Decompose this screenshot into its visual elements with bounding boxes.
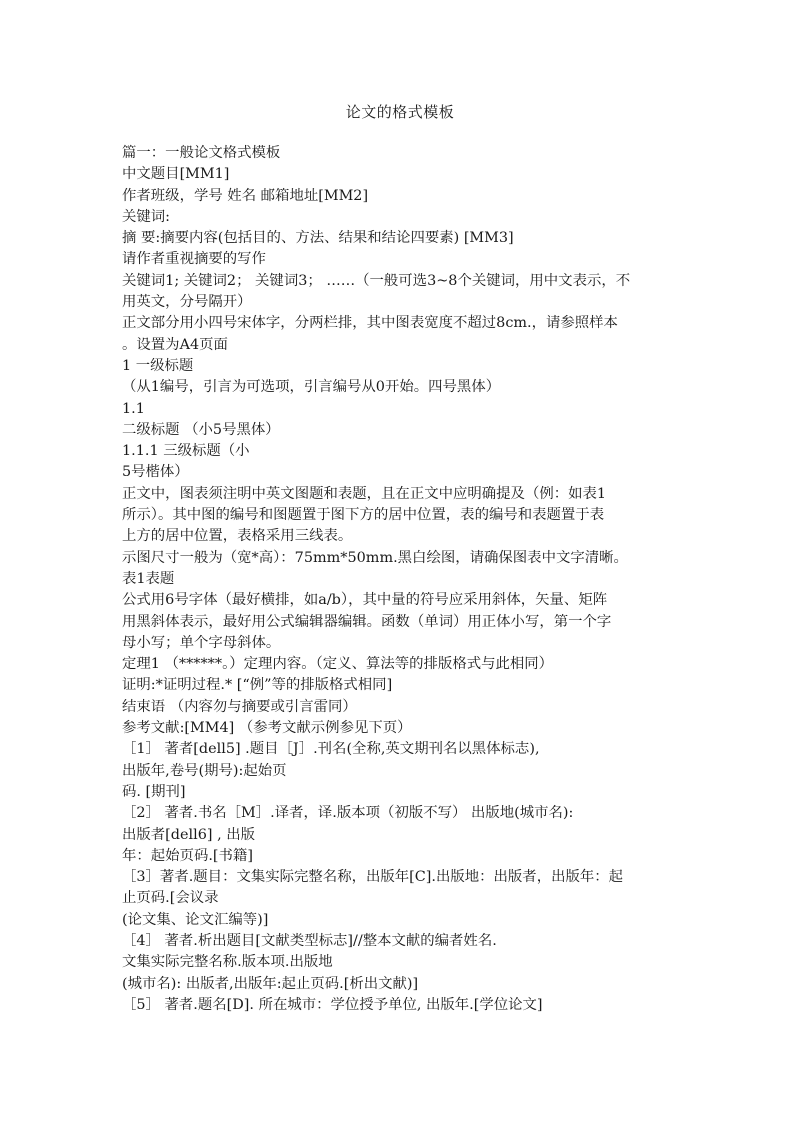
body-line: 1.1 bbox=[122, 400, 145, 417]
body-line: 篇一：一般论文格式模板 bbox=[122, 145, 281, 161]
body-line: 摘 要:摘要内容(包括目的、方法、结果和结论四要素) [MM3] bbox=[122, 230, 514, 247]
body-line: 关键词: bbox=[122, 208, 171, 225]
body-line: 中文题目[MM1] bbox=[122, 166, 230, 183]
body-line: 出版者[dell6] , 出版 bbox=[122, 826, 255, 843]
body-line: ［3］著者.题目：文集实际完整名称，出版年[C].出版地：出版者，出版年：起 bbox=[122, 869, 624, 886]
body-line: 。设置为A4页面 bbox=[122, 336, 228, 353]
body-line: ［1］ 著者[dell5] .题目［J］.刊名(全称,英文期刊名以黑体标志), bbox=[122, 741, 540, 758]
document-body bbox=[122, 143, 682, 1016]
body-line: 上方的居中位置，表格采用三线表。 bbox=[122, 528, 353, 545]
body-line: 止页码.[会议录 bbox=[122, 890, 219, 907]
body-line: 作者班级，学号 姓名 邮箱地址[MM2] bbox=[122, 187, 369, 204]
body-line: 用英文，分号隔开） bbox=[122, 294, 252, 311]
body-line: 公式用6号字体（最好横排，如a/b），其中量的符号应采用斜体，矢量、矩阵 bbox=[122, 592, 608, 609]
body-line: 年：起始页码.[书籍] bbox=[122, 847, 253, 864]
body-line: 1 一级标题 bbox=[122, 357, 194, 374]
body-line: 码. [期刊] bbox=[122, 783, 186, 800]
body-line: 1.1.1 三级标题（小 bbox=[122, 443, 250, 460]
body-line: 正文中，图表须注明中英文图题和表题，且在正文中应明确提及（例：如表1 bbox=[122, 485, 607, 502]
body-line: 文集实际完整名称.版本项.出版地 bbox=[122, 954, 333, 971]
body-line: 关键词1; 关键词2； 关键词3； ……（一般可选3~8个关键词，用中文表示，不 bbox=[122, 272, 631, 289]
document-title: 论文的格式模板 bbox=[345, 103, 455, 121]
body-line: 5号楷体） bbox=[122, 464, 189, 481]
body-line: 所示）。其中图的编号和图题置于图下方的居中位置，表的编号和表题置于表 bbox=[122, 507, 605, 524]
body-line: (论文集、论文汇编等)] bbox=[122, 911, 269, 928]
body-line: ［5］ 著者.题名[D]. 所在城市：学位授予单位, 出版年.[学位论文] bbox=[122, 996, 543, 1013]
body-line: 示图尺寸一般为（宽*高）：75mm*50mm.黑白绘图，请确保图表中文字清晰。 bbox=[122, 549, 628, 566]
body-line: （从1编号，引言为可选项，引言编号从0开始。四号黑体） bbox=[122, 379, 501, 396]
body-line: 结束语 （内容勿与摘要或引言雷同） bbox=[122, 698, 357, 715]
body-line: ［2］ 著者.书名［M］.译者，译.版本项（初版不写） 出版地(城市名): bbox=[122, 805, 574, 822]
body-line: 正文部分用小四号宋体字，分两栏排，其中图表宽度不超过8cm.，请参照样本 bbox=[122, 315, 618, 332]
body-line: 参考文献:[MM4] （参考文献示例参见下页） bbox=[122, 720, 412, 737]
body-line: 证明:*证明过程.* [“例”等的排版格式相同] bbox=[122, 677, 393, 694]
body-line: 表1表题 bbox=[122, 570, 175, 587]
body-line: 二级标题 （小5号黑体） bbox=[122, 421, 280, 438]
body-line: (城市名): 出版者,出版年:起止页码.[析出文献)] bbox=[122, 975, 419, 992]
body-line: ［4］ 著者.析出题目[文献类型标志]//整本文献的编者姓名. bbox=[122, 932, 497, 949]
body-line: 母小写；单个字母斜体。 bbox=[122, 634, 281, 651]
body-line: 请作者重视摘要的写作 bbox=[122, 251, 266, 268]
body-line: 定理1 （******。）定理内容。（定义、算法等的排版格式与此相同） bbox=[122, 656, 554, 673]
body-line: 用黑斜体表示，最好用公式编辑器编辑。函数（单词）用正体小写，第一个字 bbox=[122, 613, 612, 630]
body-line: 出版年,卷号(期号):起始页 bbox=[122, 762, 287, 779]
